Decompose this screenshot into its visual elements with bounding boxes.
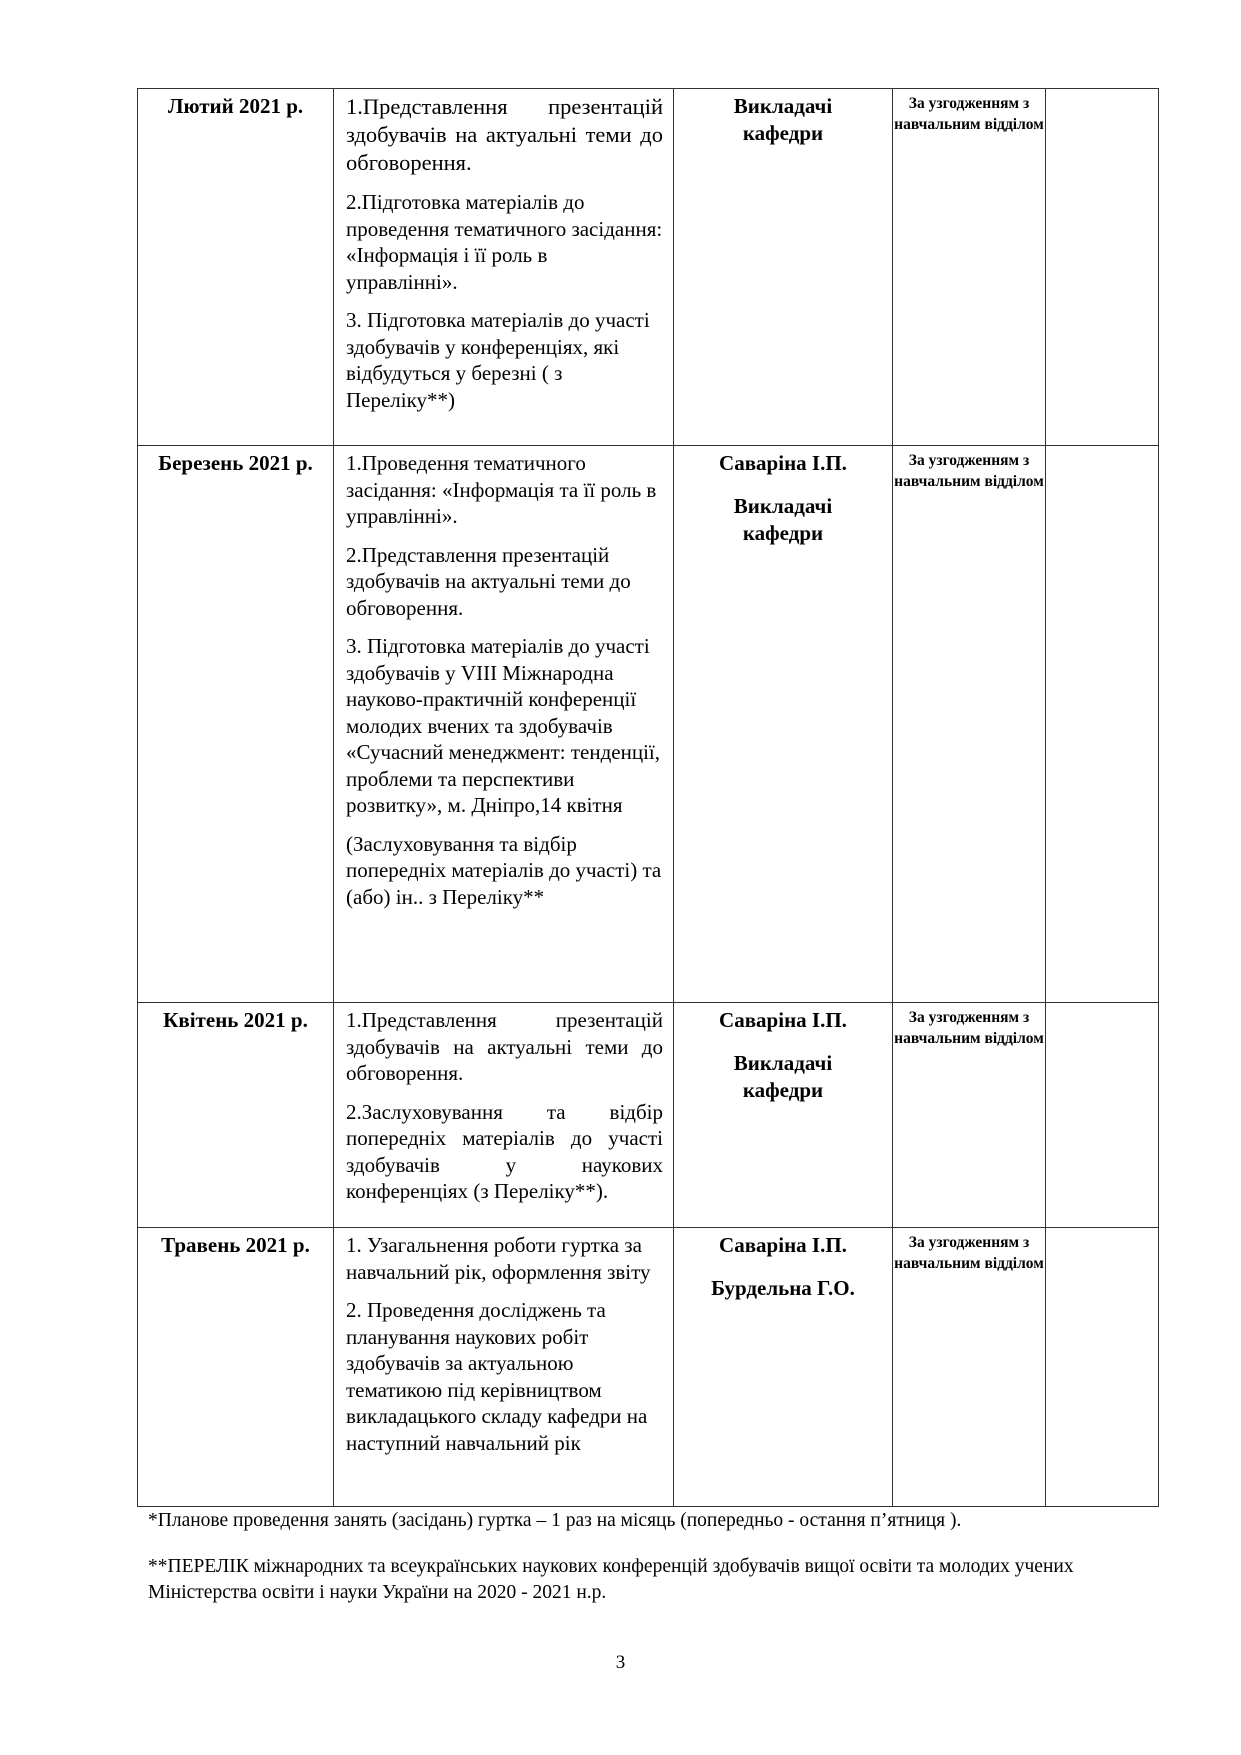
- note-cell: [1046, 1003, 1159, 1228]
- task-item: (Заслуховування та відбір попередніх матеріалів до участі) та (або) ін.. з Переліку**: [346, 831, 662, 909]
- responsible-person: Саваріна І.П.: [719, 451, 847, 475]
- tasks-cell: [334, 446, 674, 1003]
- responsible-cell: [674, 1228, 893, 1507]
- note-cell: [1046, 446, 1159, 1003]
- responsible-person: Викладачі кафедри: [733, 1051, 833, 1102]
- tasks-cell: [334, 89, 674, 446]
- responsible-cell: [674, 89, 893, 446]
- footnote-schedule: *Планове проведення занять (засідань) гуртка – 1 раз на місяць (попередньо - остання п’ятниця ).: [148, 1510, 962, 1531]
- task-item: 1.Представлення презентацій здобувачів на актуальні теми до обговорення.: [346, 1008, 663, 1085]
- task-item: 1.Представлення презентацій здобувачів на актуальні теми до обговорення.: [346, 94, 663, 175]
- task-item: 1.Проведення тематичного засідання: «Інформація та її роль в управлінні».: [346, 451, 657, 528]
- note-cell: [1046, 89, 1159, 446]
- month-cell: Лютий 2021 р.: [138, 89, 334, 446]
- responsible-person: Викладачі кафедри: [733, 494, 833, 545]
- page-number: 3: [615, 1652, 626, 1673]
- tasks-cell: [334, 1228, 674, 1507]
- agreement-cell: За узгодженням з навчальним відділом: [893, 1228, 1046, 1507]
- task-item: 3. Підготовка матеріалів до участі здобувачів у конференціях, які відбудуться у березні ( з Переліку**): [346, 308, 650, 412]
- month-cell: Березень 2021 р.: [138, 446, 334, 1003]
- note-cell: [1046, 1228, 1159, 1507]
- responsible-cell: [674, 446, 893, 1003]
- task-item: 3. Підготовка матеріалів до участі здобувачів у VIII Міжнародна науково-практичній конференції молодих вчених та здобувачів «Сучасний менеджмент: тенденції, проблеми та перспективи розвитку», м. Дніпро,14 квітня: [346, 634, 660, 817]
- responsible-cell: [674, 1003, 893, 1228]
- task-item: 2. Проведення досліджень та планування наукових робіт здобувачів за актуальною тематикою під керівництвом викладацького складу кафедри на наступний навчальний рік: [346, 1298, 648, 1455]
- task-item: 2.Підготовка матеріалів до проведення тематичного засідання: «Інформація і її роль в управлінні».: [346, 190, 663, 294]
- footnotes: [148, 1508, 1148, 1606]
- agreement-cell: За узгодженням з навчальним відділом: [893, 1003, 1046, 1228]
- table-row: [138, 89, 1159, 446]
- responsible-person: Бурдельна Г.О.: [711, 1276, 855, 1300]
- responsible-person: Саваріна І.П.: [719, 1008, 847, 1032]
- task-item: 2.Представлення презентацій здобувачів на актуальні теми до обговорення.: [346, 542, 631, 620]
- table-row: [138, 1003, 1159, 1228]
- task-item: 2.Заслуховування та відбір попередніх матеріалів до участі здобувачів у наукових конференціях (з Переліку**).: [346, 1099, 663, 1203]
- table-row: [138, 446, 1159, 1003]
- footnote-conference-list: **ПЕРЕЛІК міжнародних та всеукраїнських наукових конференцій здобувачів вищої освіти та молодих учених Міністерства освіти і науки України на 2020 - 2021 н.р.: [148, 1556, 1074, 1603]
- month-cell: Квітень 2021 р.: [138, 1003, 334, 1228]
- table-row: [138, 1228, 1159, 1507]
- responsible-person: Саваріна І.П.: [719, 1233, 847, 1257]
- agreement-cell: За узгодженням з навчальним відділом: [893, 446, 1046, 1003]
- agreement-cell: За узгодженням з навчальним відділом: [893, 89, 1046, 446]
- month-cell: Травень 2021 р.: [138, 1228, 334, 1507]
- task-item: 1. Узагальнення роботи гуртка за навчальний рік, оформлення звіту: [346, 1233, 651, 1284]
- activity-plan-table: [137, 88, 1159, 1507]
- tasks-cell: [334, 1003, 674, 1228]
- responsible-person: Викладачі кафедри: [733, 94, 833, 145]
